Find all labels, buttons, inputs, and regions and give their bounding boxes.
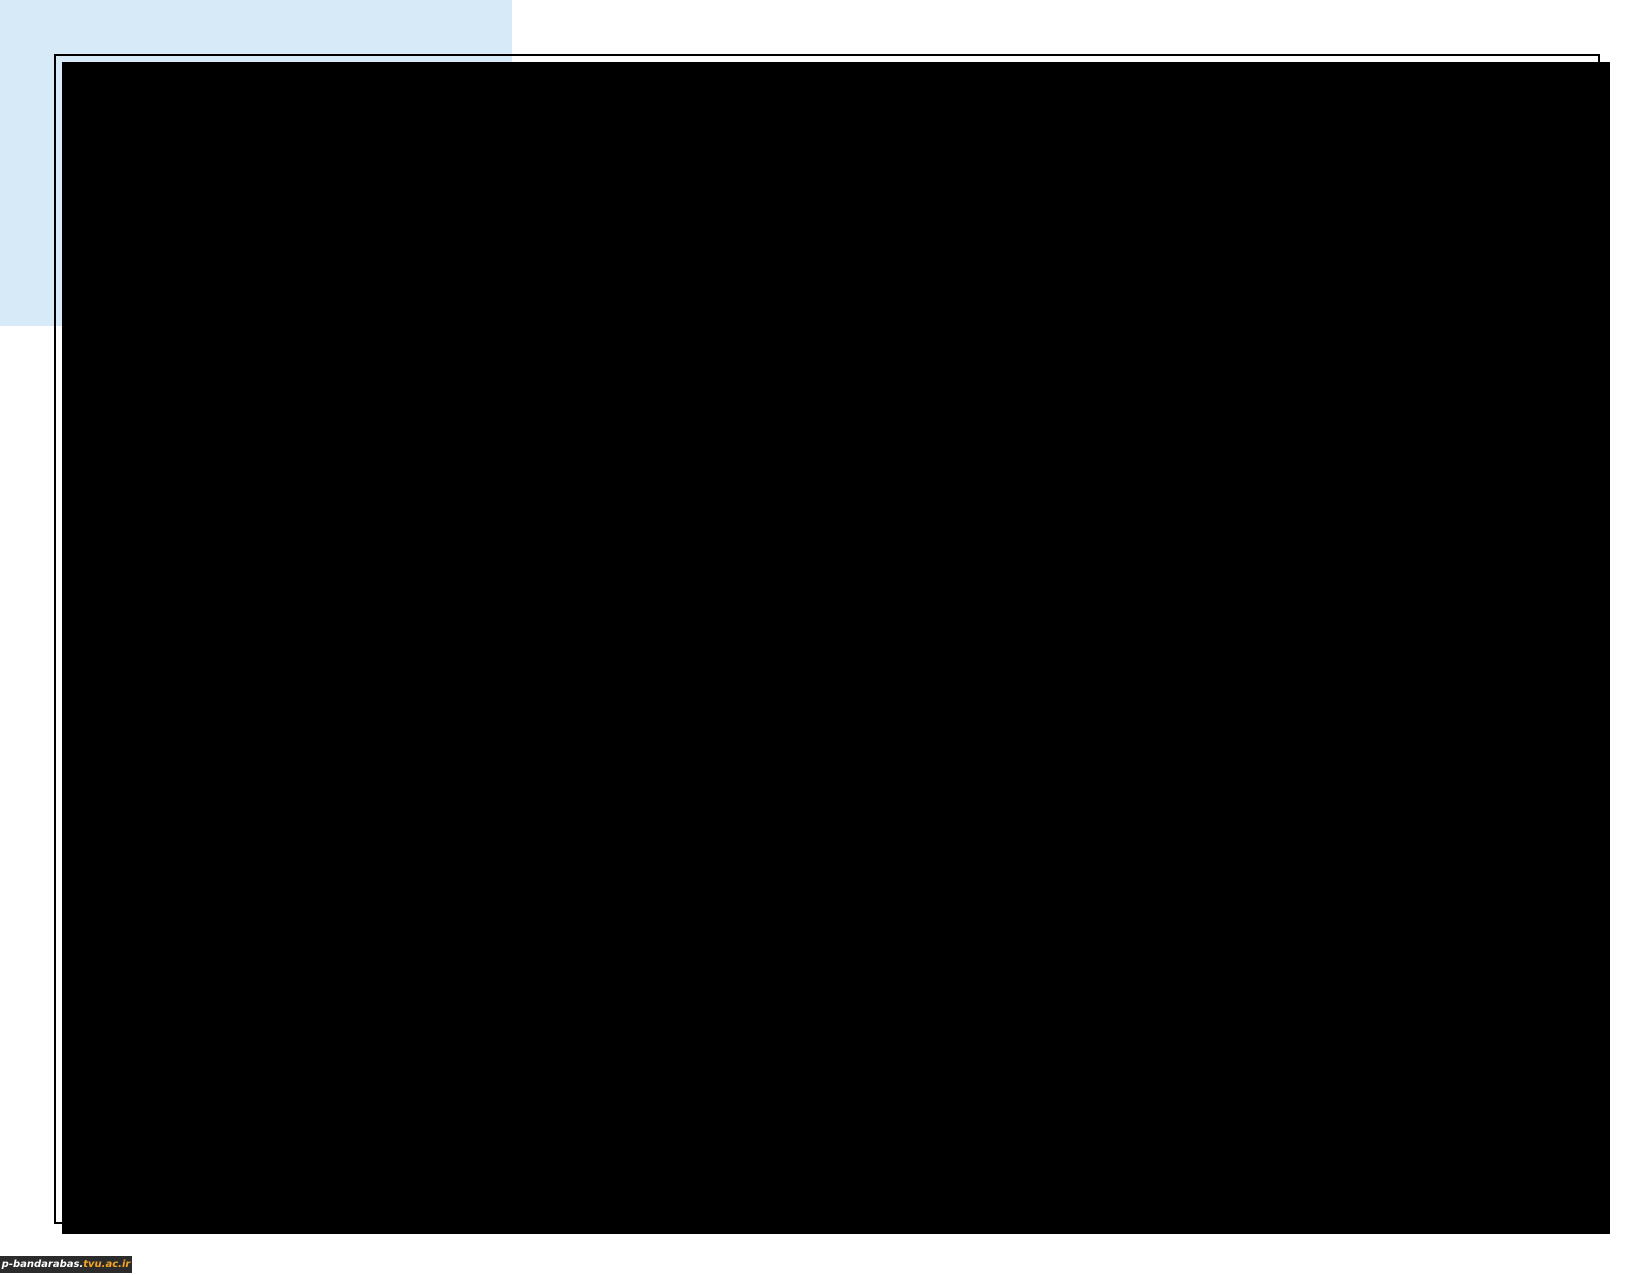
signature-institution: آموزشکده پسران بندرعباس: [93, 1008, 610, 1052]
signature-department: امور دانشجویی: [240, 905, 510, 946]
notice-body-line: مذکور تا تاریخ ۱۴۰۰/۱۱/۵ مهلت دارند نسبت به تحویل وسایل و باز نمودن کمدها اقدام نمایند ،: [148, 506, 1510, 542]
watermark-suffix: tvu.ac.ir: [83, 1259, 131, 1270]
notice-body-line: کمدها ننموده و درب بعضی از کمدها همچنان قفل می باشد و وسایل شخصی این گروه از دانشجویان: [148, 354, 1510, 390]
notice-body-line: در غیر اینصورت بعد از تاریخ قید شده ، دانشگاه نسبت به بازگشایی کمدها اقدام و هیچ گونه: [148, 582, 1510, 618]
notice-title: قابل توجه دانشجویان ساکن خوابگاه در سال تحصیلی ۹۸: [179, 160, 1280, 206]
site-watermark: [0, 1256, 132, 1273]
notice-body-line: در خوابگاه می باشد ، با توجه به آماده سازی خوابگاه جهت پذیرش دانشجو در ترم آینده ، دانشجویان: [148, 430, 1510, 466]
watermark-prefix: p-bandarabas.: [1, 1259, 84, 1270]
notice-body: [148, 258, 1510, 714]
notice-body-line: مسئولیتی در قبال لوازم موجود در کمدها نخواهد داشت.: [794, 658, 1510, 694]
notice-body-line: باتوجه به گذشت حدود دو سال از تعطیلی خوابگاه ، تعدادی از دانشجویان تاکنون اقدام به تحویل: [148, 278, 1510, 314]
